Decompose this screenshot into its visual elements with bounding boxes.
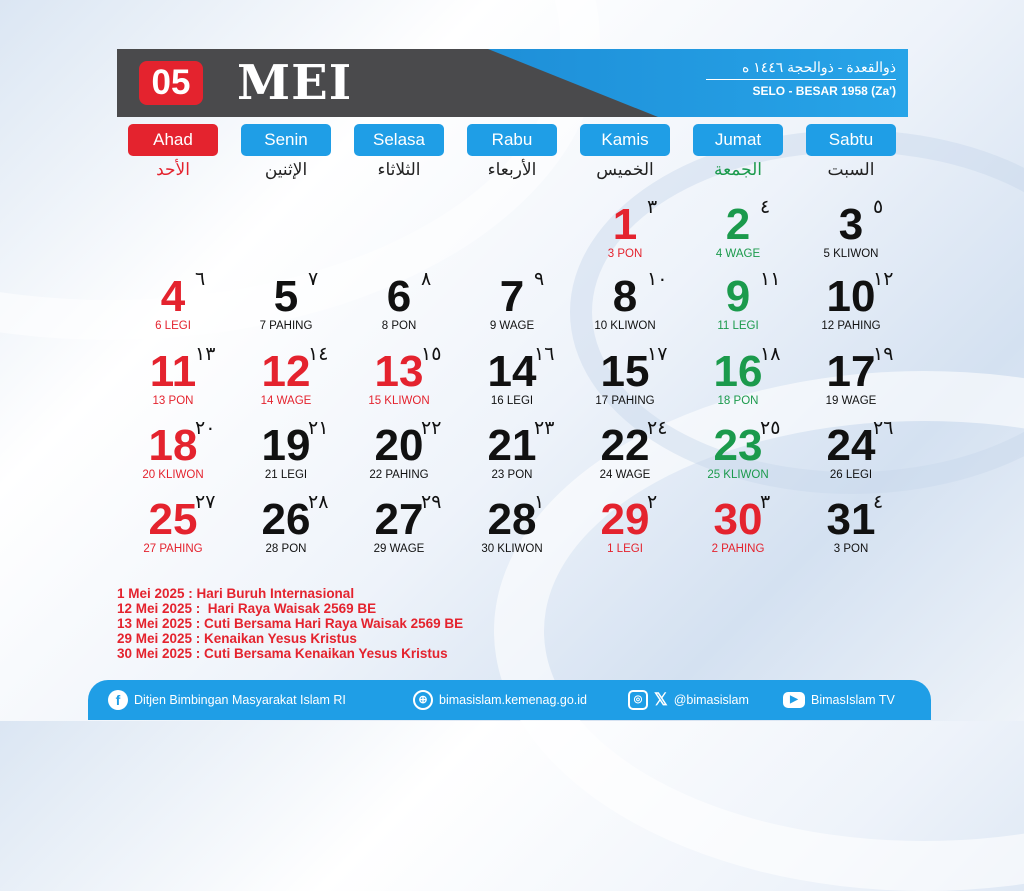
- pasaran-label: 15 KLIWON: [368, 395, 430, 407]
- hijri-month-range: ذوالقعدة - ذوالحجة ١٤٤٦ ه: [741, 59, 896, 75]
- date-cell: [462, 491, 562, 565]
- hijri-date: ٢٩: [421, 491, 442, 513]
- website-label: bimasislam.kemenag.go.id: [439, 693, 587, 707]
- weekday-arabic-sabtu: السبت: [827, 160, 875, 180]
- hijri-date: ١٦: [534, 343, 555, 365]
- date-cell: [801, 417, 901, 491]
- month-name: MEI: [237, 55, 353, 111]
- date-cell: [123, 268, 223, 342]
- date-number: 19: [261, 421, 311, 470]
- date-cell: [801, 268, 901, 342]
- pasaran-label: 9 WAGE: [489, 320, 535, 332]
- pasaran-label: 18 PON: [717, 395, 759, 407]
- date-cell: [688, 196, 788, 270]
- hijri-date: ٨: [421, 268, 432, 290]
- hijri-date: ٢: [647, 491, 658, 513]
- date-number: 7: [499, 272, 525, 321]
- date-number: 22: [600, 421, 650, 470]
- date-number: 20: [374, 421, 424, 470]
- date-cell: [462, 343, 562, 417]
- header-divider: [706, 79, 896, 80]
- pasaran-label: 4 WAGE: [715, 248, 761, 260]
- date-cell: [688, 491, 788, 565]
- date-cell: [236, 268, 336, 342]
- date-cell: [575, 268, 675, 342]
- date-number: 14: [487, 347, 537, 396]
- hijri-date: ١٤: [308, 343, 329, 365]
- weekday-header-senin: Senin: [241, 124, 331, 156]
- pasaran-label: 23 PON: [491, 469, 533, 481]
- holiday-item: 13 Mei 2025 : Cuti Bersama Hari Raya Waisak 2569 BE: [117, 616, 464, 631]
- date-cell: [236, 417, 336, 491]
- date-number: 13: [374, 347, 424, 396]
- facebook-label: Ditjen Bimbingan Masyarakat Islam RI: [134, 693, 346, 707]
- hijri-date: ٢٧: [195, 491, 216, 513]
- footer-youtube[interactable]: [783, 680, 895, 720]
- date-number: 10: [826, 272, 876, 321]
- month-number-badge: 05: [139, 61, 203, 105]
- date-cell: [575, 491, 675, 565]
- hijri-date: ٢٣: [534, 417, 555, 439]
- holiday-list: [117, 586, 463, 661]
- date-number: 8: [612, 272, 638, 321]
- pasaran-label: 10 KLIWON: [594, 320, 656, 332]
- weekday-arabic-rabu: الأربعاء: [487, 160, 537, 180]
- weekday-header-sabtu: Sabtu: [806, 124, 896, 156]
- hijri-date: ٣: [647, 196, 658, 218]
- weekday-arabic-senin: الإثنين: [264, 160, 308, 180]
- date-number: 24: [826, 421, 876, 470]
- weekday-header-selasa: Selasa: [354, 124, 444, 156]
- weekday-header-jumat: Jumat: [693, 124, 783, 156]
- x-icon: 𝕏: [654, 690, 668, 709]
- pasaran-label: 1 LEGI: [607, 543, 643, 555]
- date-cell: [123, 491, 223, 565]
- holiday-item: 30 Mei 2025 : Cuti Bersama Kenaikan Yesus Kristus: [117, 646, 448, 661]
- date-cell: [349, 417, 449, 491]
- holiday-item: 1 Mei 2025 : Hari Buruh Internasional: [117, 586, 355, 601]
- footer-facebook[interactable]: [108, 680, 346, 720]
- hijri-date: ١٩: [873, 343, 894, 365]
- date-number: 28: [487, 495, 537, 544]
- hijri-date: ٢٢: [421, 417, 442, 439]
- date-cell: [349, 343, 449, 417]
- pasaran-label: 28 PON: [265, 543, 307, 555]
- date-number: 27: [374, 495, 424, 544]
- pasaran-label: 21 LEGI: [264, 469, 308, 481]
- date-cell: [575, 196, 675, 270]
- date-number: 6: [386, 272, 412, 321]
- pasaran-label: 14 WAGE: [260, 395, 312, 407]
- date-cell: [688, 268, 788, 342]
- holiday-item: 29 Mei 2025 : Kenaikan Yesus Kristus: [117, 631, 357, 646]
- date-cell: [575, 343, 675, 417]
- pasaran-label: 11 LEGI: [717, 320, 759, 332]
- footer-bar: [88, 680, 931, 720]
- hijri-date: ٢٨: [308, 491, 329, 513]
- date-cell: [462, 268, 562, 342]
- pasaran-label: 25 KLIWON: [707, 469, 769, 481]
- hijri-date: ٢١: [308, 417, 329, 439]
- date-cell: [123, 343, 223, 417]
- date-number: 26: [261, 495, 311, 544]
- hijri-date: ٢٤: [647, 417, 668, 439]
- pasaran-label: 2 PAHING: [711, 543, 765, 555]
- date-number: 1: [612, 200, 638, 249]
- hijri-date: ١٨: [760, 343, 781, 365]
- date-number: 3: [838, 200, 864, 249]
- pasaran-label: 6 LEGI: [155, 320, 191, 332]
- weekday-arabic-selasa: الثلاثاء: [377, 160, 421, 180]
- date-number: 25: [148, 495, 198, 544]
- pasaran-label: 7 PAHING: [259, 320, 313, 332]
- date-number: 4: [160, 272, 186, 321]
- pasaran-label: 3 PON: [833, 543, 869, 555]
- hijri-date: ١٠: [647, 268, 668, 290]
- date-number: 12: [261, 347, 311, 396]
- footer-website[interactable]: [413, 680, 587, 720]
- date-cell: [349, 491, 449, 565]
- pasaran-label: 17 PAHING: [595, 395, 655, 407]
- date-cell: [123, 417, 223, 491]
- weekday-arabic-ahad: الأحد: [156, 160, 190, 180]
- pasaran-label: 5 KLIWON: [823, 248, 879, 260]
- instagram-icon: ◎: [628, 690, 648, 710]
- date-cell: [462, 417, 562, 491]
- date-number: 16: [713, 347, 763, 396]
- pasaran-label: 27 PAHING: [143, 543, 203, 555]
- hijri-date: ١٧: [647, 343, 668, 365]
- date-number: 31: [826, 495, 876, 544]
- youtube-icon: ▶: [783, 692, 805, 708]
- date-number: 15: [600, 347, 650, 396]
- date-number: 9: [725, 272, 751, 321]
- date-cell: [236, 491, 336, 565]
- pasaran-label: 3 PON: [607, 248, 643, 260]
- globe-icon: ⊕: [413, 690, 433, 710]
- javanese-period: SELO - BESAR 1958 (Za'): [752, 84, 896, 98]
- hijri-date: ١٥: [421, 343, 442, 365]
- date-cell: [575, 417, 675, 491]
- hijri-date: ٩: [534, 268, 545, 290]
- date-number: 21: [487, 421, 537, 470]
- date-cell: [801, 343, 901, 417]
- hijri-date: ٢٦: [873, 417, 894, 439]
- hijri-date: ١٢: [873, 268, 894, 290]
- date-number: 11: [149, 347, 197, 396]
- holiday-item: 12 Mei 2025 : Hari Raya Waisak 2569 BE: [117, 601, 377, 616]
- date-number: 23: [713, 421, 763, 470]
- hijri-date: ٧: [308, 268, 319, 290]
- pasaran-label: 22 PAHING: [369, 469, 429, 481]
- pasaran-label: 24 WAGE: [599, 469, 651, 481]
- weekday-header-ahad: Ahad: [128, 124, 218, 156]
- weekday-header-rabu: Rabu: [467, 124, 557, 156]
- weekday-arabic-kamis: الخميس: [596, 160, 654, 180]
- date-number: 2: [725, 200, 751, 249]
- date-number: 18: [148, 421, 198, 470]
- date-cell: [801, 491, 901, 565]
- date-cell: [349, 268, 449, 342]
- pasaran-label: 16 LEGI: [490, 395, 534, 407]
- date-cell: [236, 343, 336, 417]
- date-cell: [801, 196, 901, 270]
- hijri-date: ٢٠: [195, 417, 216, 439]
- calendar-header: [117, 49, 908, 117]
- hijri-date: ٣: [760, 491, 771, 513]
- pasaran-label: 29 WAGE: [373, 543, 425, 555]
- social-label: @bimasislam: [673, 693, 749, 707]
- pasaran-label: 30 KLIWON: [481, 543, 543, 555]
- hijri-date: ١١: [760, 268, 781, 290]
- hijri-date: ١٣: [195, 343, 216, 365]
- facebook-icon: f: [108, 690, 128, 710]
- date-cell: [688, 417, 788, 491]
- weekday-header-kamis: Kamis: [580, 124, 670, 156]
- date-number: 29: [600, 495, 650, 544]
- date-number: 30: [713, 495, 763, 544]
- hijri-date: ٥: [873, 196, 884, 218]
- date-number: 17: [826, 347, 876, 396]
- hijri-date: ١: [534, 491, 545, 513]
- footer-social[interactable]: [628, 680, 749, 720]
- hijri-date: ٤: [873, 491, 884, 513]
- weekday-arabic-jumat: الجمعة: [713, 160, 763, 180]
- pasaran-label: 13 PON: [152, 395, 194, 407]
- youtube-label: BimasIslam TV: [811, 693, 895, 707]
- hijri-date: ٤: [760, 196, 771, 218]
- pasaran-label: 19 WAGE: [825, 395, 877, 407]
- date-number: 5: [273, 272, 299, 321]
- pasaran-label: 20 KLIWON: [142, 469, 204, 481]
- date-cell: [688, 343, 788, 417]
- pasaran-label: 26 LEGI: [829, 469, 873, 481]
- hijri-date: ٦: [195, 268, 206, 290]
- pasaran-label: 8 PON: [381, 320, 417, 332]
- pasaran-label: 12 PAHING: [821, 320, 881, 332]
- hijri-date: ٢٥: [760, 417, 781, 439]
